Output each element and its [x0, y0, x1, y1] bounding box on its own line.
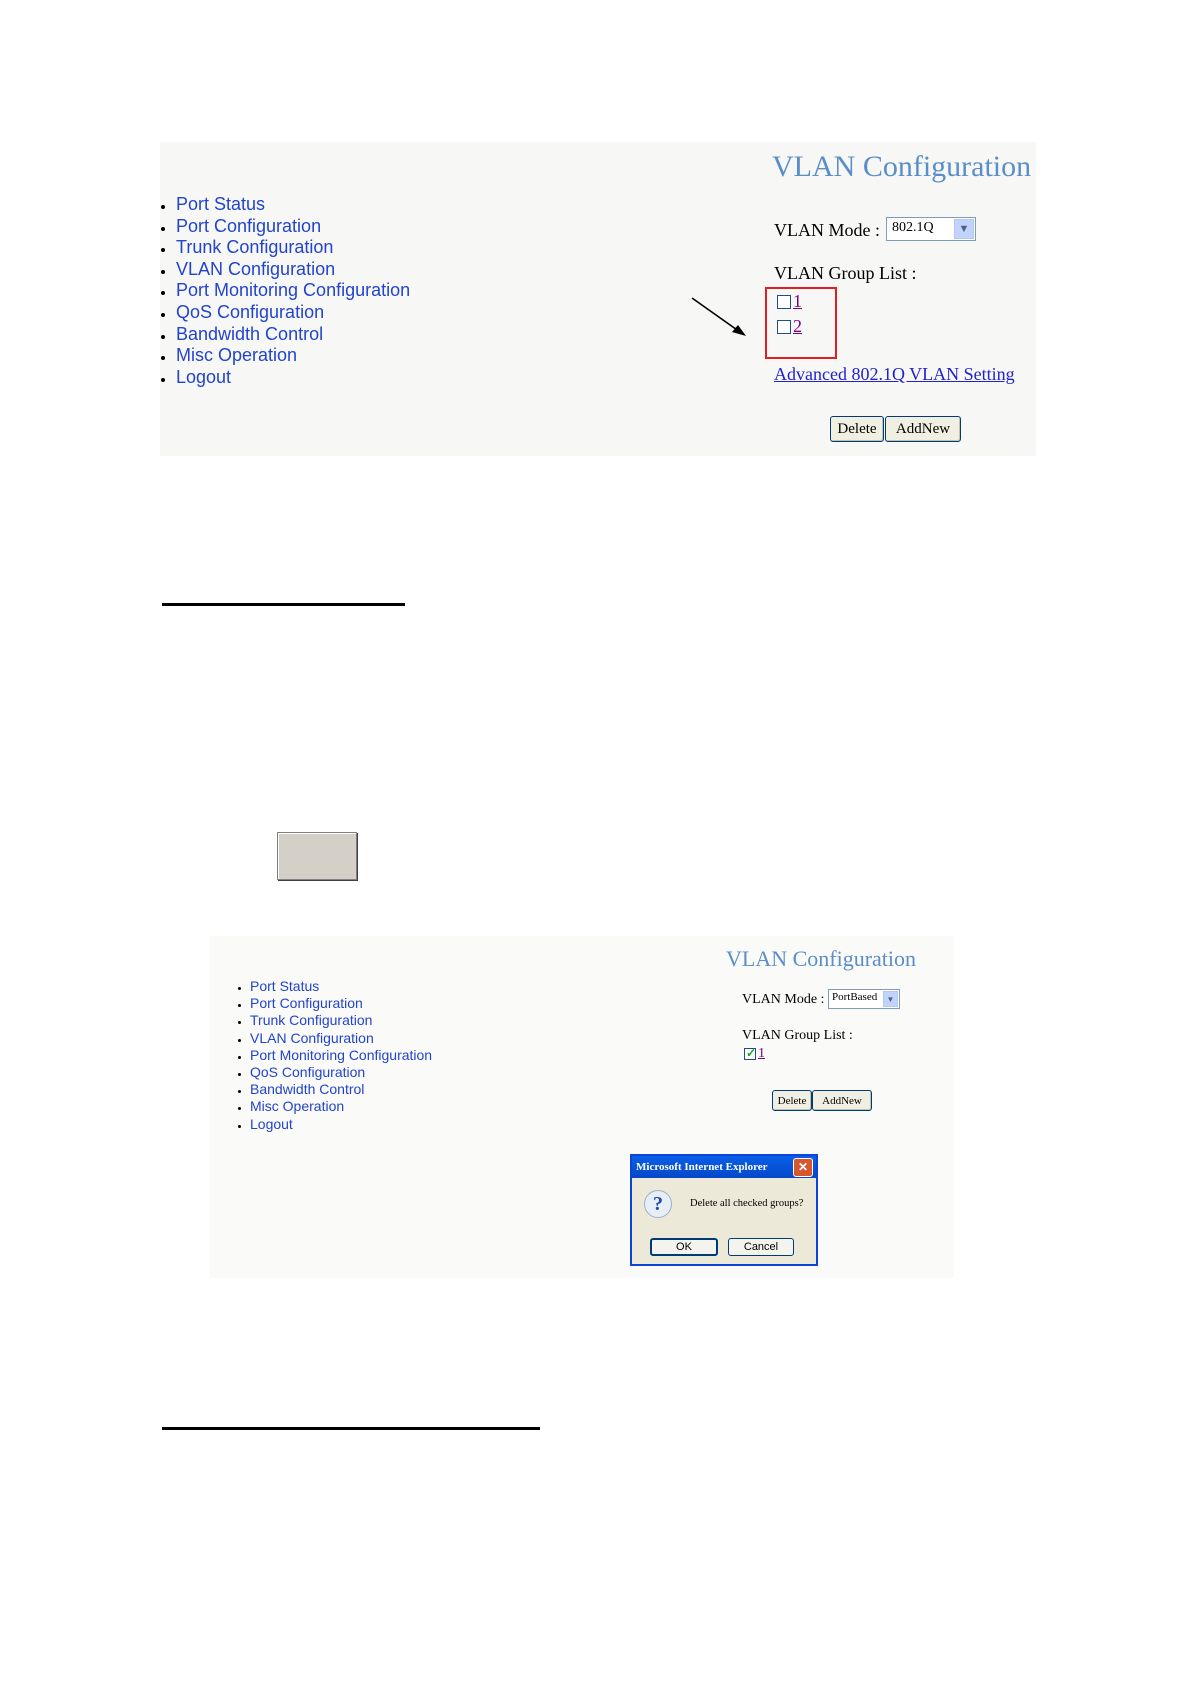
delete-button[interactable]: Delete — [772, 1090, 812, 1111]
bullet-icon — [161, 270, 165, 274]
vlan-group-list-label: VLAN Group List : — [742, 1028, 853, 1043]
vlan-config-screenshot-1 — [160, 142, 1036, 456]
nav-item-label[interactable]: Port Monitoring Configuration — [176, 280, 411, 301]
vlan-group-list-label: VLAN Group List : — [774, 263, 917, 283]
bullet-icon — [238, 1004, 241, 1007]
nav-item-label[interactable]: Bandwidth Control — [176, 323, 324, 344]
vlan-mode-label: VLAN Mode : — [742, 992, 825, 1007]
nav-item-trunk-configuration[interactable] — [236, 1012, 432, 1029]
nav-item-label[interactable]: Port Status — [250, 978, 320, 994]
nav-item-label[interactable]: QoS Configuration — [176, 301, 325, 322]
advanced-vlan-setting-link[interactable]: Advanced 802.1Q VLAN Setting — [774, 364, 1015, 384]
nav-item-trunk-configuration[interactable] — [160, 237, 410, 259]
dialog-title: Microsoft Internet Explorer — [636, 1161, 768, 1173]
addnew-button[interactable]: AddNew — [885, 416, 961, 442]
page-title: VLAN Configuration — [772, 150, 1032, 183]
nav-item-label[interactable]: Misc Operation — [250, 1098, 345, 1115]
nav-item-port-monitoring[interactable] — [160, 280, 410, 302]
nav-item-bandwidth-control[interactable] — [160, 324, 410, 346]
bullet-icon — [161, 356, 165, 360]
confirm-dialog — [630, 1154, 818, 1266]
nav-item-label[interactable]: Port Configuration — [176, 215, 322, 236]
pointer-arrow-icon — [690, 296, 750, 340]
vlan-group-checkbox[interactable] — [777, 320, 791, 334]
section-underline — [162, 603, 405, 606]
nav-item-label[interactable]: Port Monitoring Configuration — [250, 1046, 433, 1063]
nav-item-port-status[interactable] — [236, 978, 432, 995]
nav-item-label[interactable]: VLAN Configuration — [250, 1029, 374, 1046]
bullet-icon — [161, 227, 165, 231]
nav-item-misc-operation[interactable] — [236, 1098, 432, 1115]
nav-item-label[interactable]: Logout — [176, 366, 232, 387]
nav-item-bandwidth-control[interactable] — [236, 1081, 432, 1098]
ok-button[interactable]: OK — [650, 1238, 718, 1256]
nav-item-misc-operation[interactable] — [160, 345, 410, 367]
question-icon: ? — [644, 1190, 672, 1218]
nav-item-port-configuration[interactable] — [236, 995, 432, 1012]
vlan-group-link[interactable]: 1 — [793, 291, 802, 311]
vlan-group-row — [777, 291, 802, 312]
dialog-titlebar — [632, 1156, 816, 1178]
nav-item-port-monitoring[interactable] — [236, 1047, 432, 1064]
nav-item-port-status[interactable] — [160, 194, 410, 216]
vlan-mode-label: VLAN Mode : — [774, 220, 880, 240]
vlan-group-row — [744, 1046, 765, 1062]
button-graphic — [277, 832, 357, 880]
bullet-icon — [238, 1125, 241, 1128]
nav-item-label[interactable]: Port Configuration — [250, 995, 363, 1012]
nav-item-label[interactable]: Logout — [250, 1115, 293, 1132]
nav-item-label[interactable]: QoS Configuration — [250, 1063, 366, 1080]
page-title: VLAN Configuration — [726, 946, 917, 971]
vlan-mode-select[interactable] — [828, 989, 900, 1009]
addnew-button[interactable]: AddNew — [812, 1090, 872, 1111]
bullet-icon — [238, 1090, 241, 1093]
bullet-icon — [238, 1107, 241, 1110]
nav-item-qos-configuration[interactable] — [160, 302, 410, 324]
delete-button[interactable]: Delete — [830, 416, 884, 442]
nav-item-port-configuration[interactable] — [160, 216, 410, 238]
chevron-down-icon[interactable]: ▼ — [883, 991, 898, 1007]
nav-item-label[interactable]: Trunk Configuration — [176, 237, 334, 258]
bullet-icon — [161, 335, 165, 339]
vlan-group-link[interactable]: 2 — [793, 316, 802, 336]
vlan-group-row — [777, 316, 802, 337]
nav-item-label[interactable]: Port Status — [176, 194, 266, 214]
nav-item-label[interactable]: Misc Operation — [176, 345, 298, 366]
nav-item-qos-configuration[interactable] — [236, 1064, 432, 1081]
cancel-button[interactable]: Cancel — [728, 1238, 794, 1256]
vlan-group-checkbox[interactable] — [744, 1048, 756, 1060]
nav-item-label[interactable]: VLAN Configuration — [176, 258, 336, 279]
vlan-mode-value: PortBased — [832, 991, 878, 1003]
bullet-icon — [161, 313, 165, 317]
vlan-config-screenshot-2 — [210, 936, 954, 1278]
bullet-icon — [238, 1073, 241, 1076]
bullet-icon — [161, 248, 165, 252]
section-underline — [162, 1427, 540, 1430]
nav-item-vlan-configuration[interactable] — [160, 259, 410, 281]
bullet-icon — [238, 1056, 241, 1059]
bullet-icon — [161, 291, 165, 295]
sidebar-nav — [160, 194, 410, 388]
vlan-group-checkbox[interactable] — [777, 295, 791, 309]
nav-item-logout[interactable] — [236, 1116, 432, 1133]
sidebar-nav — [236, 978, 432, 1133]
chevron-down-icon[interactable]: ▼ — [954, 219, 974, 239]
nav-item-label[interactable]: Bandwidth Control — [250, 1081, 365, 1098]
bullet-icon — [161, 205, 165, 209]
nav-item-vlan-configuration[interactable] — [236, 1030, 432, 1047]
close-icon[interactable]: ✕ — [793, 1158, 813, 1177]
vlan-mode-select[interactable] — [886, 217, 976, 241]
bullet-icon — [238, 987, 241, 990]
vlan-mode-value: 802.1Q — [892, 220, 934, 235]
nav-item-label[interactable]: Trunk Configuration — [250, 1012, 373, 1029]
bullet-icon — [161, 378, 165, 382]
bullet-icon — [238, 1021, 241, 1024]
dialog-message: Delete all checked groups? — [690, 1198, 804, 1209]
vlan-group-link[interactable]: 1 — [758, 1046, 765, 1061]
nav-item-logout[interactable] — [160, 367, 410, 389]
bullet-icon — [238, 1039, 241, 1042]
